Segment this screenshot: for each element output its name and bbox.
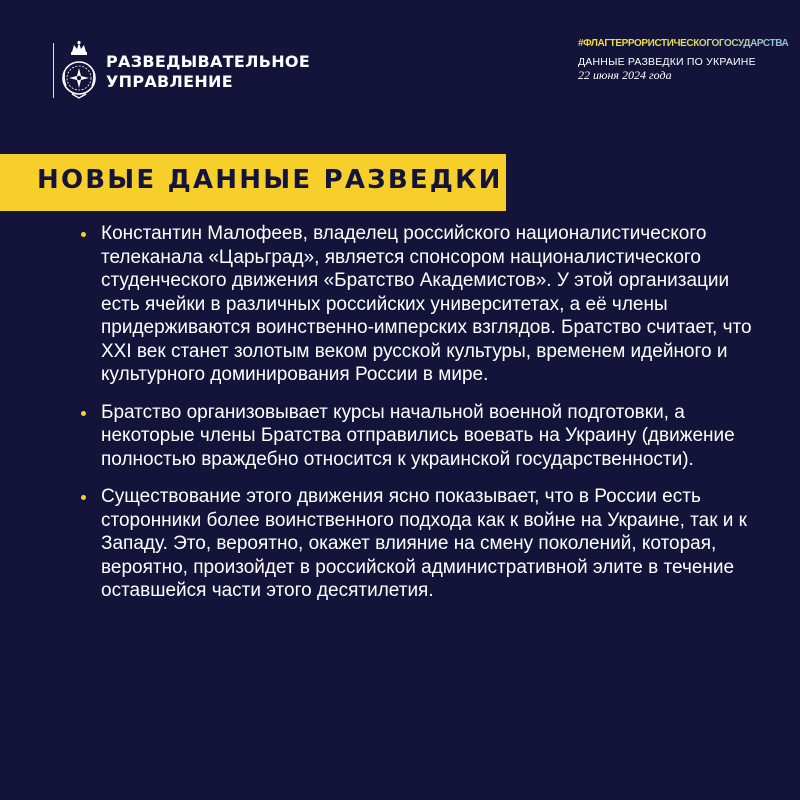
- bullet-dot-icon: [81, 495, 86, 500]
- briefing-date: 22 июня 2024 года: [578, 68, 672, 82]
- logo-divider: [53, 43, 54, 98]
- agency-name-line1: РАЗВЕДЫВАТЕЛЬНОЕ: [106, 52, 311, 71]
- crown-crest-icon: [60, 40, 98, 102]
- section-banner: [0, 154, 506, 211]
- header: [0, 0, 800, 140]
- bullet-item: [79, 485, 769, 603]
- bullet-list: [79, 222, 769, 617]
- bullet-item: [79, 222, 769, 387]
- agency-name: [106, 52, 310, 92]
- bullet-dot-icon: [81, 232, 86, 237]
- bullet-item: [79, 401, 769, 472]
- bullet-dot-icon: [81, 411, 86, 416]
- briefing-info: [578, 38, 800, 83]
- bullet-text: Константин Малофеев, владелец российского националистического телеканала «Царьград», является спонсором националистического студенческого движения «Братство Академистов». У этой организации есть ячейки в различных российских университетах, а её члены придерживаются воинственно-имперских взглядов. Братство считает, что XXI век станет золотым веком русской культуры, временем идейного и культурного доминирования России в мире.: [101, 223, 752, 385]
- section-title: НОВЫЕ ДАННЫЕ РАЗВЕДКИ: [37, 165, 503, 195]
- agency-name-line2: УПРАВЛЕНИЕ: [106, 72, 233, 91]
- bullet-text: Братство организовывает курсы начальной военной подготовки, а некоторые члены Братства отправились воевать на Украину (движение полностью враждебно относится к украинской государственности).: [101, 401, 735, 470]
- briefing-title: ДАННЫЕ РАЗВЕДКИ ПО УКРАИНЕ: [578, 56, 756, 68]
- bullet-text: Существование этого движения ясно показывает, что в России есть сторонники более воинственного подхода как к войне на Украине, так и к Западу. Это, вероятно, окажет влияние на смену поколений, которая, вероятно, произойдет в российской административной элите в течение оставшейся части этого десятилетия.: [101, 486, 747, 601]
- hashtag: #ФЛАГТЕРРОРИСТИЧЕСКОГОГОСУДАРСТВА: [578, 38, 800, 49]
